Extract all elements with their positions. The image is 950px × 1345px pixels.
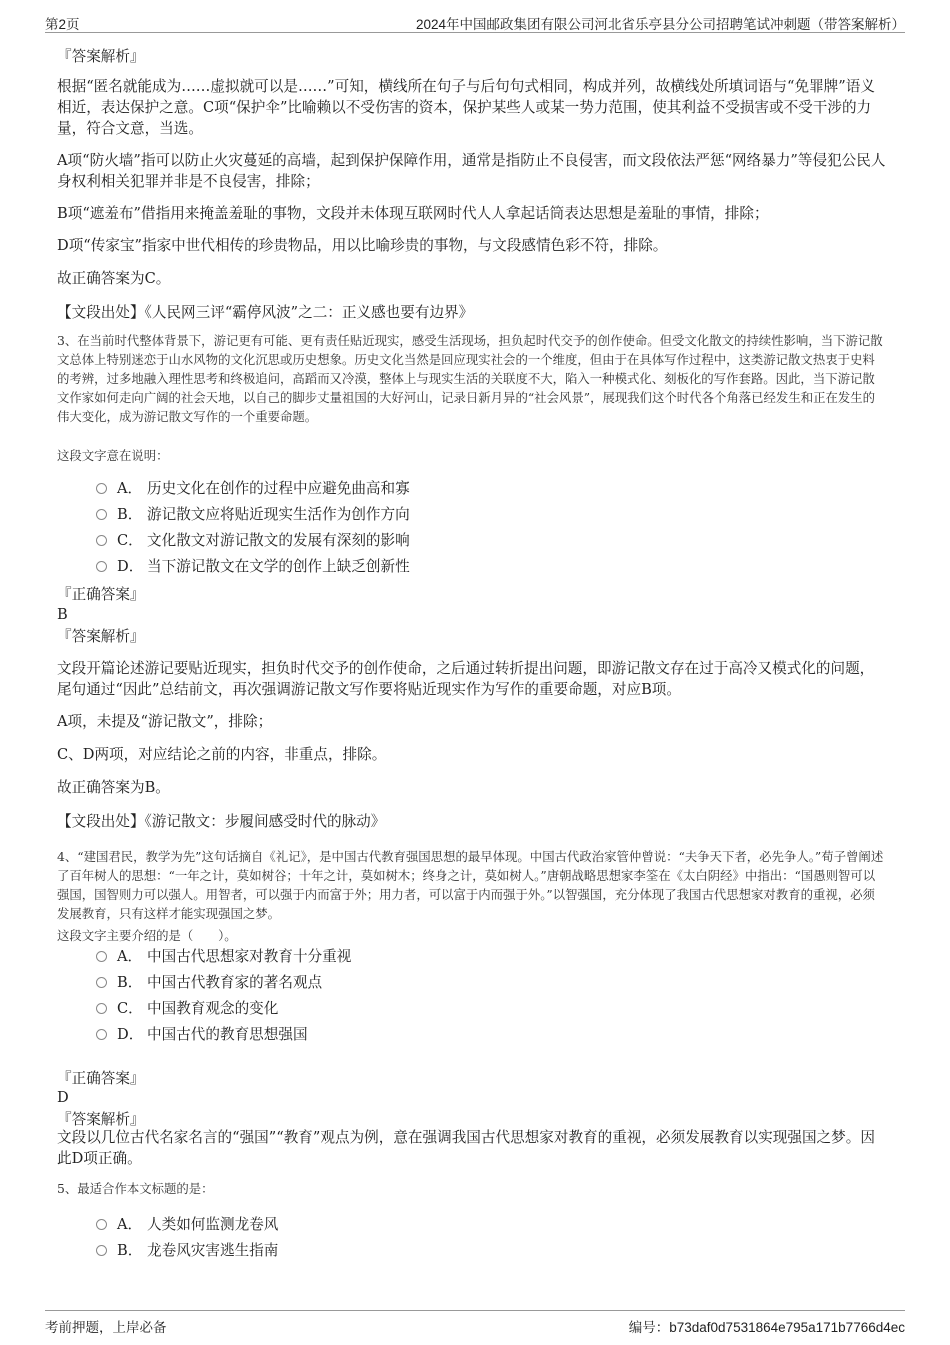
page-footer [45, 1310, 905, 1335]
q3-option-a[interactable]: A． 历史文化在创作的过程中应避免曲高和寡 [96, 478, 410, 500]
q4-answer-label: 『正确答案』 [57, 1070, 145, 1087]
q3-option-b[interactable]: B． 游记散文应将贴近现实生活作为创作方向 [96, 504, 410, 526]
page-number: 第2页 [45, 17, 80, 32]
q4-stem: 4、“建国君民，教学为先”这句话摘自《礼记》，是中国古代教育强国思想的最早体现。中国古代政治家管仲曾说：“夫争天下者，必先争人。”荀子曾阐述了百年树人的思想：“一年之计，莫如树谷；十年之计，莫如树木；终身之计，莫如树人。”唐朝战略思想家李筌在《太白阴经》中指出：“国愚则智可以强国，国智则力可以强人。用智者，可以强于内而富于外；用力者，可以富于内而强于外。”以智强国，充分体现了我国古代思想家对教育的重视，必须发展教育，只有这样才能实现强国之梦。 [57, 849, 884, 921]
document-id: 编号：b73daf0d7531864e795a171b7766d4ec [628, 1320, 905, 1335]
radio-icon[interactable] [96, 509, 107, 520]
q3-option-d[interactable]: D． 当下游记散文在文学的创作上缺乏创新性 [96, 556, 410, 578]
q2-conclusion: 故正确答案为C。 [57, 270, 171, 287]
q3-answer: B [57, 606, 68, 623]
q5-option-a[interactable]: A． 人类如何监测龙卷风 [96, 1214, 278, 1236]
q4-question: 这段文字主要介绍的是（ ）。 [57, 928, 237, 943]
q4-analysis-paragraph-1: 文段以几位古代名家名言的“强国”“教育”观点为例，意在强调我国古代思想家对教育的重视，必须发展教育以实现强国之梦。因此D项正确。 [57, 1129, 875, 1167]
q3-conclusion: 故正确答案为B。 [57, 779, 170, 796]
radio-icon[interactable] [96, 951, 107, 962]
q4-option-a[interactable]: A． 中国古代思想家对教育十分重视 [96, 946, 351, 968]
radio-icon[interactable] [96, 483, 107, 494]
footer-slogan: 考前押题，上岸必备 [45, 1320, 167, 1335]
q5-option-b[interactable]: B． 龙卷风灾害逃生指南 [96, 1240, 278, 1262]
q2-analysis-paragraph-3: B项“遮羞布”借指用来掩盖羞耻的事物，文段并未体现互联网时代人人拿起话筒表达思想是羞耻的事情，排除； [57, 205, 769, 222]
q4-analysis-label: 『答案解析』 [57, 1111, 145, 1128]
document-title: 2024年中国邮政集团有限公司河北省乐亭县分公司招聘笔试冲刺题（带答案解析） [415, 17, 905, 32]
page-header [45, 8, 905, 33]
q2-analysis-paragraph-1: 根据“匿名就能成为……虚拟就可以是……”可知，横线所在句子与后句句式相同，构成并列，故横线处所填词语与“免罪牌”语义相近，表达保护之意。C项“保护伞”比喻赖以不受伤害的资本，保护某些人或某一势力范围，使其利益不受损害或不受干涉的力量，符合文意，当选。 [57, 78, 875, 137]
radio-icon[interactable] [96, 1219, 107, 1230]
q2-analysis-label: 『答案解析』 [57, 48, 145, 65]
radio-icon[interactable] [96, 1003, 107, 1014]
q5-stem: 5、最适合作本文标题的是： [57, 1181, 214, 1196]
q3-option-c[interactable]: C． 文化散文对游记散文的发展有深刻的影响 [96, 530, 410, 552]
q3-analysis-paragraph-3: C、D两项，对应结论之前的内容，非重点，排除。 [57, 746, 387, 763]
q3-source: 【文段出处】《游记散文：步履间感受时代的脉动》 [57, 813, 386, 830]
q3-stem: 3、在当前时代整体背景下，游记更有可能、更有责任贴近现实，感受生活现场，担负起时代交予的创作使命。但受文化散文的持续性影响，当下游记散文总体上特别迷恋于山水风物的文化沉思或历史想象。历史文化当然是回应现实社会的一个维度，但由于在具体写作过程中，这类游记散文热衷于史料的考辨，过多地融入理性思考和终极追问，高蹈而又冷漠，整体上与现实生活的关联度不大，陷入一种模式化、刻板化的写作套路。因此，当下游记散文作家如何走向广阔的社会天地，以自己的脚步丈量祖国的大好河山，记录日新月异的“社会风景”，展现我们这个时代各个角落已经发生和正在发生的伟大变化，成为游记散文写作的一个重要命题。 [57, 333, 883, 424]
radio-icon[interactable] [96, 1245, 107, 1256]
q3-analysis-paragraph-1: 文段开篇论述游记要贴近现实，担负时代交予的创作使命，之后通过转折提出问题，即游记散文存在过于高冷又模式化的问题，尾句通过“因此”总结前文，再次强调游记散文写作要将贴近现实作为写作的重要命题，对应B项。 [57, 660, 875, 698]
q2-source: 【文段出处】《人民网三评“霸停风波”之二：正义感也要有边界》 [57, 304, 474, 321]
q3-question: 这段文字意在说明： [57, 448, 169, 463]
q4-option-d[interactable]: D． 中国古代的教育思想强国 [96, 1024, 308, 1046]
q3-analysis-paragraph-2: A项，未提及“游记散文”，排除； [57, 713, 273, 730]
q2-analysis-paragraph-2: A项“防火墙”指可以防止火灾蔓延的高墙，起到保护保障作用，通常是指防止不良侵害，而文段依法严惩“网络暴力”等侵犯公民人身权利相关犯罪并非是不良侵害，排除； [57, 152, 886, 190]
radio-icon[interactable] [96, 535, 107, 546]
q2-analysis-paragraph-4: D项“传家宝”指家中世代相传的珍贵物品，用以比喻珍贵的事物，与文段感情色彩不符，排除。 [57, 237, 668, 254]
radio-icon[interactable] [96, 561, 107, 572]
q3-answer-label: 『正确答案』 [57, 586, 145, 603]
radio-icon[interactable] [96, 1029, 107, 1040]
q4-option-c[interactable]: C． 中国教育观念的变化 [96, 998, 278, 1020]
q4-answer: D [57, 1089, 69, 1106]
q3-analysis-label: 『答案解析』 [57, 628, 145, 645]
q4-option-b[interactable]: B． 中国古代教育家的著名观点 [96, 972, 322, 994]
radio-icon[interactable] [96, 977, 107, 988]
